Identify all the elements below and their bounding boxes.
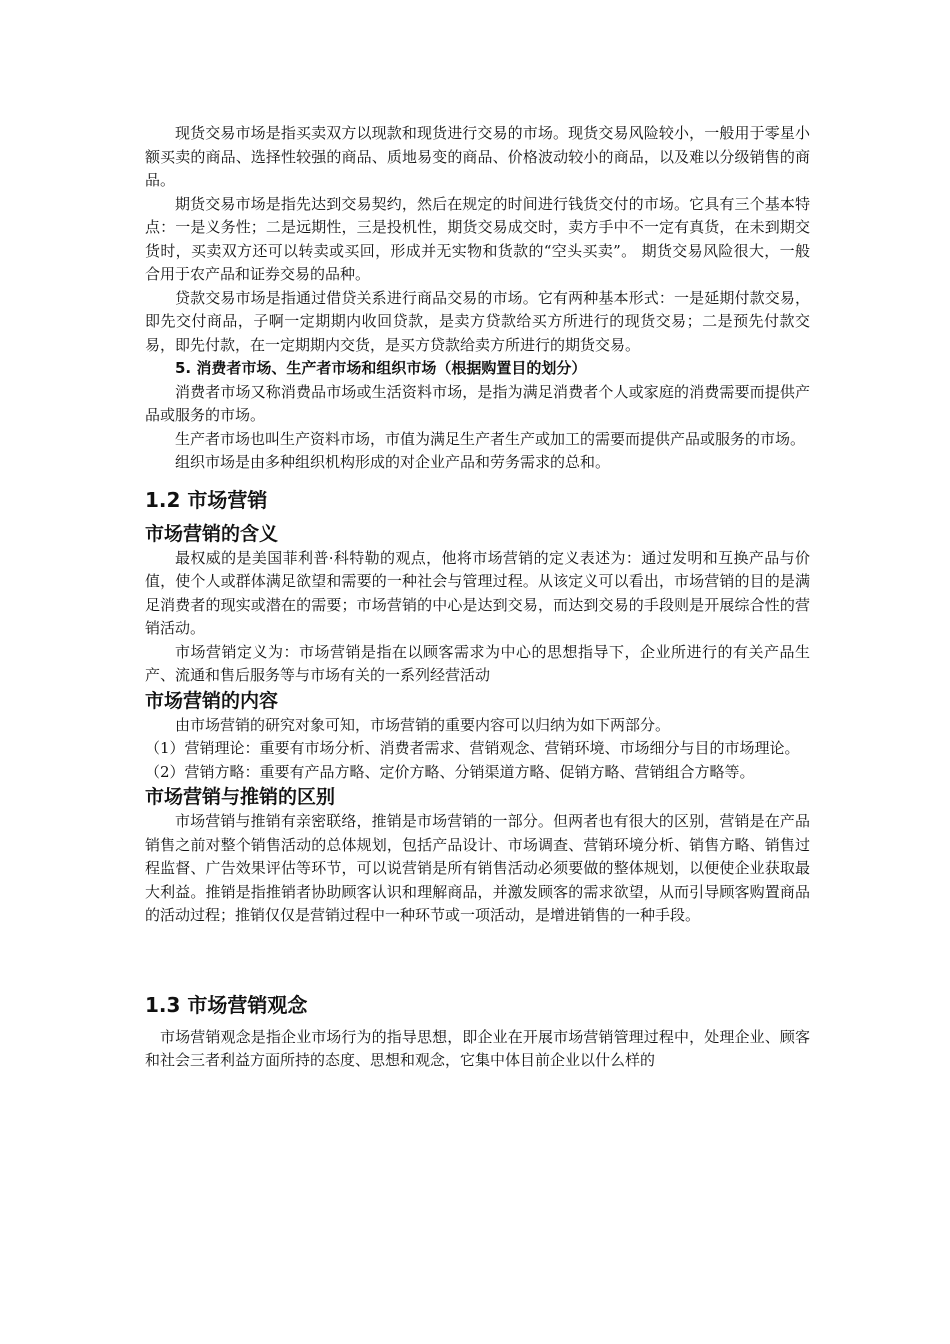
heading-1-2: 1.2 市场营销 [145,487,268,512]
heading-marketing-content: 市场营销的内容 [145,689,279,712]
paragraph-marketing-definition: 市场营销定义为：市场营销是指在以顾客需求为中心的思想指导下，企业所进行的有关产品生产、流通和售后服务等与市场有关的一系列经营活动 [145,642,810,684]
paragraph-marketing-concept: 市场营销观念是指企业市场行为的指导思想，即企业在开展市场营销管理过程中，处理企业、顾客和社会三者利益方面所持的态度、思想和观念，它集中体目前企业以什么样的 [145,1027,810,1069]
paragraph-loan-market: 贷款交易市场是指通过借贷关系进行商品交易的市场。它有两种基本形式：一是延期付款交易，即先交付商品，子啊一定期期内收回贷款，是卖方贷款给买方所进行的现货交易；二是预先付款交易，即先付款，在一定期期内交货，是买方贷款给卖方所进行的期货交易。 [145,288,810,354]
paragraph-marketing-vs-selling: 市场营销与推销有亲密联络，推销是市场营销的一部分。但两者也有很大的区别，营销是在产品销售之前对整个销售活动的总体规划，包括产品设计、市场调查、营销环境分析、销售方略、销售过程监督、广告效果评估等环节，可以说营销是所有销售活动必须要做的整体规划，以便使企业获取最大利益。推销是指推销者协助顾客认识和理解商品，并激发顾客的需求欲望，从而引导顾客购置商品的活动过程；推销仅仅是营销过程中一种环节或一项活动，是增进销售的一种手段。 [145,812,810,924]
paragraph-organization-market: 组织市场是由多种组织机构形成的对企业产品和劳务需求的总和。 [175,453,611,471]
heading-marketing-vs-selling: 市场营销与推销的区别 [145,786,336,808]
paragraph-content-intro: 由市场营销的研究对象可知，市场营销的重要内容可以归纳为如下两部分。 [175,715,671,734]
list-item-marketing-strategy: （2）营销方略：重要有产品方略、定价方略、分销渠道方略、促销方略、营销组合方略等。 [145,762,755,781]
paragraph-consumer-market: 消费者市场又称消费品市场或生活资料市场，是指为满足消费者个人或家庭的消费需要而提供产品或服务的市场。 [145,382,810,424]
heading-1-3: 1.3 市场营销观念 [145,992,308,1017]
section-5-heading: 5. 消费者市场、生产者市场和组织市场（根据购置目的划分） [175,359,587,377]
list-item-marketing-theory: （1）营销理论：重要有市场分析、消费者需求、营销观念、营销环境、市场细分与目的市场理论。 [145,739,800,757]
document-page [145,122,810,1073]
section-spacer [145,928,810,980]
paragraph-spot-market: 现货交易市场是指买卖双方以现款和现货进行交易的市场。现货交易风险较小，一般用于零星小额买卖的商品、选择性较强的商品、质地易变的商品、价格波动较小的商品，以及难以分级销售的商品。 [145,124,810,189]
heading-marketing-meaning: 市场营销的含义 [145,522,279,545]
paragraph-kotler-definition: 最权威的是美国菲利普·科特勒的观点，他将市场营销的定义表述为：通过发明和互换产品与价值，使个人或群体满足欲望和需要的一种社会与管理过程。从该定义可以看出，市场营销的目的是满足消费者的现实或潜在的需要；市场营销的中心是达到交易，而达到交易的手段则是开展综合性的营销活动。 [145,548,810,637]
paragraph-producer-market: 生产者市场也叫生产资料市场，市值为满足生产者生产或加工的需要而提供产品或服务的市场。 [175,429,806,448]
paragraph-futures-market: 期货交易市场是指先达到交易契约，然后在规定的时间进行钱货交付的市场。它具有三个基本特点：一是义务性；二是远期性，三是投机性，期货交易成交时，卖方手中不一定有真货，在未到期交货时，买卖双方还可以转卖或买回，形成并无实物和货款的“空头买卖”。 期货交易风险很大，一般合用于农产品和证券交易的品种。 [145,194,810,283]
